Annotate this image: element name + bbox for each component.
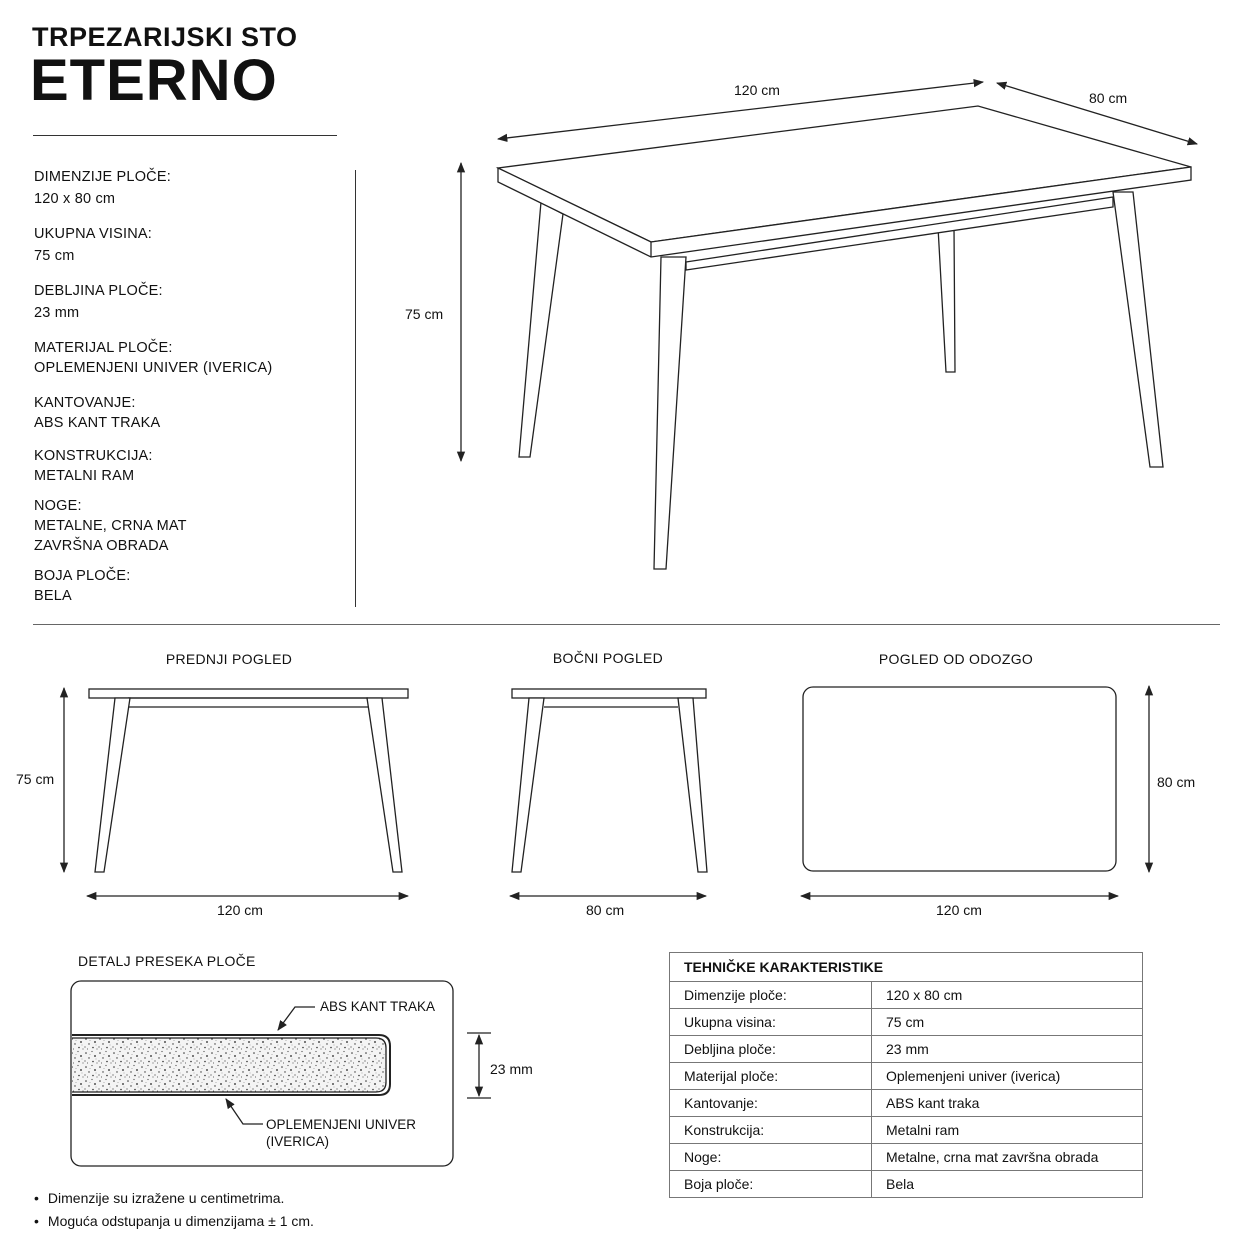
back-leg (938, 227, 955, 372)
table-row (670, 982, 1143, 1009)
spec-value: 23 mm (34, 305, 80, 321)
front-view-label: PREDNJI POGLED (165, 651, 293, 667)
table-key: Dimenzije ploče: (670, 982, 872, 1009)
spec-label: BOJA PLOČE: (34, 568, 131, 584)
table-value: ABS kant traka (872, 1090, 1143, 1117)
spec-label: NOGE: (34, 498, 82, 514)
table-row (670, 1036, 1143, 1063)
top-view-outline (803, 687, 1116, 871)
side-width-label: 80 cm (586, 902, 625, 918)
spec-label: DEBLJINA PLOČE: (34, 283, 163, 299)
front-width-label: 120 cm (217, 902, 263, 918)
tech-specs-table (669, 952, 1143, 1198)
spec-label: MATERIJAL PLOČE: (34, 340, 173, 356)
table-row (670, 1144, 1143, 1171)
spec-value-line2: ZAVRŠNA OBRADA (34, 538, 169, 554)
core-label-line1: OPLEMENJENI UNIVER (266, 1117, 417, 1132)
perspective-width-label: 120 cm (734, 82, 780, 98)
spec-value: ABS KANT TRAKA (34, 415, 161, 431)
table-row (670, 1063, 1143, 1090)
front-leg (654, 257, 686, 569)
product-subtitle: TRPEZARIJSKI STO (32, 22, 298, 52)
core-label (266, 1116, 416, 1150)
table-key: Ukupna visina: (670, 1009, 872, 1036)
perspective-depth-label: 80 cm (1089, 90, 1128, 106)
front-view (64, 688, 408, 896)
table-value: 120 x 80 cm (872, 982, 1143, 1009)
section-detail-title: DETALJ PRESEKA PLOČE (78, 953, 256, 969)
table-row (670, 1171, 1143, 1198)
spec-value: 120 x 80 cm (34, 191, 116, 207)
table-row (670, 1009, 1143, 1036)
table-value: Bela (872, 1171, 1143, 1198)
table-key: Noge: (670, 1144, 872, 1171)
front-view-leg (95, 698, 130, 872)
spec-label: UKUPNA VISINA: (34, 226, 153, 242)
front-view-top (89, 689, 408, 698)
table-row (670, 1117, 1143, 1144)
table-value: 23 mm (872, 1036, 1143, 1063)
spec-value: BELA (34, 588, 72, 604)
table-value: Oplemenjeni univer (iverica) (872, 1063, 1143, 1090)
table-row (670, 1090, 1143, 1117)
table-key: Boja ploče: (670, 1171, 872, 1198)
note-item: • Dimenzije su izražene u centimetrima. (34, 1187, 314, 1210)
table-key: Konstrukcija: (670, 1117, 872, 1144)
spec-value: 75 cm (34, 248, 75, 264)
front-view-leg (367, 698, 402, 872)
table-value: Metalni ram (872, 1117, 1143, 1144)
front-height-label: 75 cm (16, 771, 55, 787)
notes-list (34, 1187, 314, 1233)
spec-value: METALNE, CRNA MAT (34, 518, 187, 534)
side-view-leg (678, 698, 707, 872)
side-view (510, 689, 707, 896)
note-item: • Moguća odstupanja u dimenzijama ± 1 cm. (34, 1210, 314, 1233)
spec-value: OPLEMENJENI UNIVER (IVERICA) (34, 360, 273, 376)
top-depth-label: 80 cm (1157, 774, 1196, 790)
core-label-line2: (IVERICA) (266, 1134, 330, 1149)
table-value: Metalne, crna mat završna obrada (872, 1144, 1143, 1171)
table-key: Materijal ploče: (670, 1063, 872, 1090)
back-leg (519, 202, 563, 457)
spec-label: DIMENZIJE PLOČE: (34, 169, 171, 185)
top-width-label: 120 cm (936, 902, 982, 918)
spec-label: KONSTRUKCIJA: (34, 448, 153, 464)
edge-label: ABS KANT TRAKA (320, 999, 436, 1014)
table-header-row (670, 953, 1143, 982)
side-view-top (512, 689, 706, 698)
spec-value: METALNI RAM (34, 468, 135, 484)
table-value: 75 cm (872, 1009, 1143, 1036)
side-view-label: BOČNI POGLED (552, 650, 664, 666)
front-leg (1113, 192, 1163, 467)
side-view-leg (512, 698, 544, 872)
top-view-label: POGLED OD ODOZGO (878, 651, 1034, 667)
spec-label: KANTOVANJE: (34, 395, 136, 411)
perspective-height-label: 75 cm (405, 306, 444, 322)
table-key: Debljina ploče: (670, 1036, 872, 1063)
top-view (801, 686, 1149, 896)
perspective-view (461, 82, 1197, 569)
thickness-label: 23 mm (490, 1061, 533, 1077)
table-key: Kantovanje: (670, 1090, 872, 1117)
board-core (72, 1038, 386, 1092)
table-title: TEHNIČKE KARAKTERISTIKE (670, 953, 1143, 982)
product-title: ETERNO (30, 48, 278, 113)
